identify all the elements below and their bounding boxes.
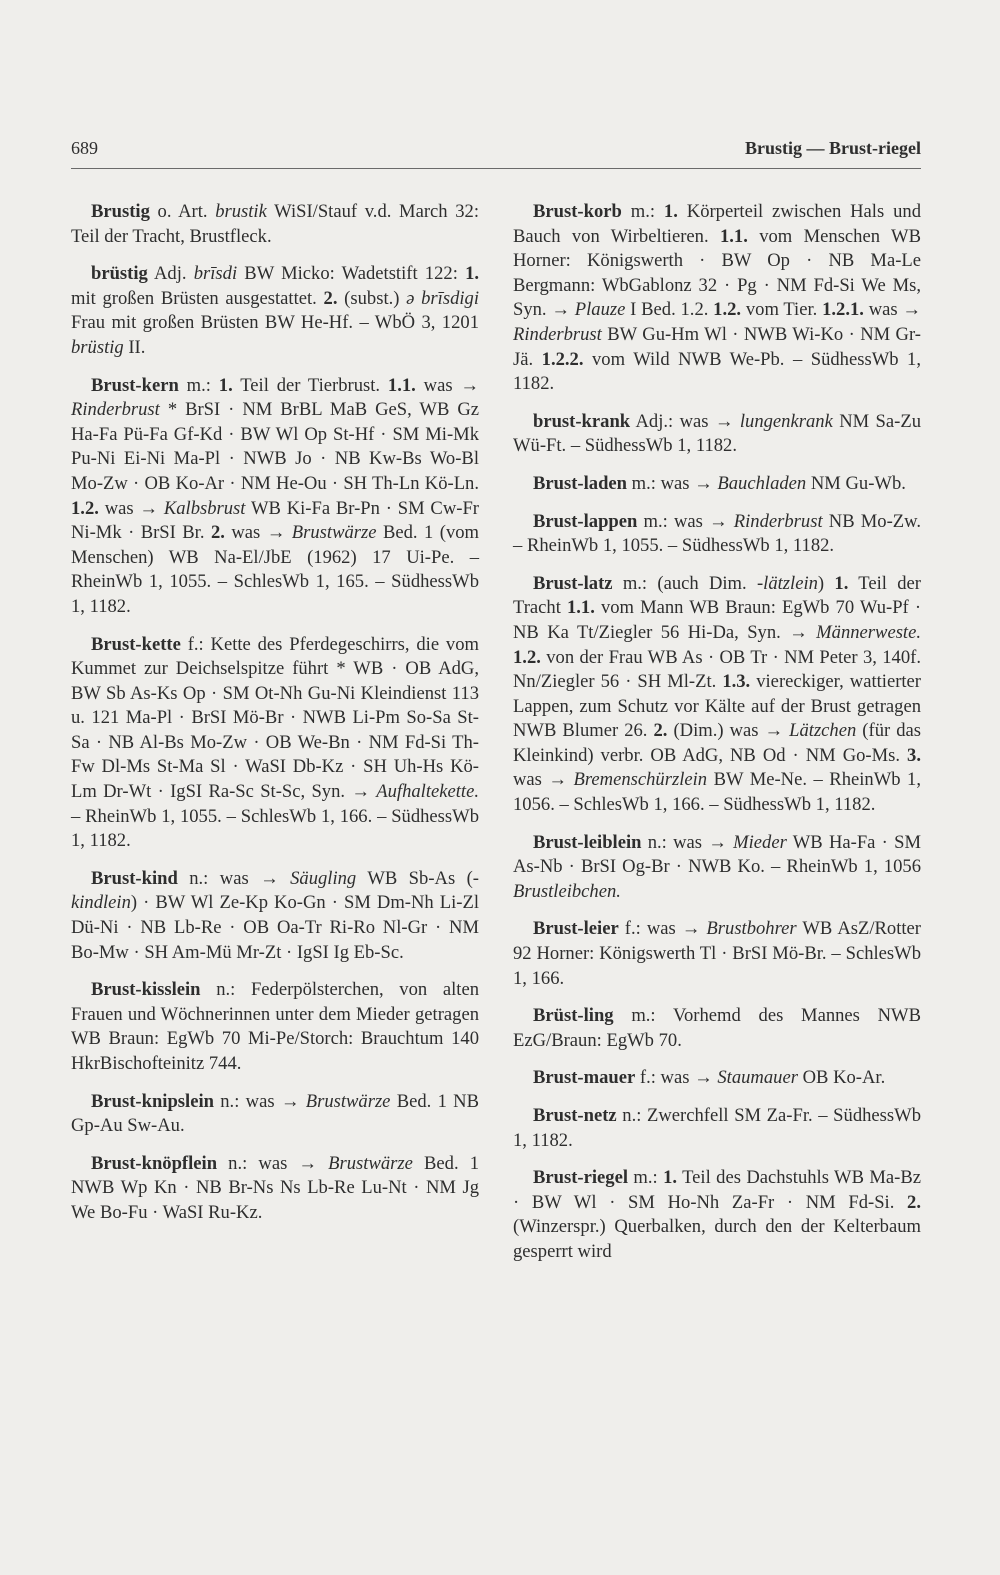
sense-number: 1.1.	[719, 225, 748, 247]
page-number: 689	[71, 138, 98, 158]
entry-text	[71, 978, 479, 1076]
sense-number: 1.2.	[71, 497, 99, 519]
dictionary-entry	[513, 472, 921, 497]
entry-text-run: m.: Vorhemd des Mannes NWB EzG/Braun: EgWb 70.	[513, 1005, 921, 1051]
italic-text: Mieder	[733, 831, 787, 853]
entry-text	[513, 572, 921, 818]
sense-number: 2.	[653, 720, 668, 742]
headword: Brust-korb	[533, 201, 622, 222]
sense-number: 1.2.	[513, 646, 541, 668]
entry-text-run: WB Ha-Fa · SM As-Nb · BrSI Og-Br · NWB Ko. – RheinWb 1, 1056	[513, 831, 921, 878]
entry-text-run: Adj.: was →	[630, 410, 740, 432]
italic-text: Plauze	[574, 299, 626, 321]
italic-text: -lätzlein	[756, 572, 818, 594]
entry-text-run: f.: was →	[618, 918, 707, 940]
entry-text	[513, 1166, 921, 1264]
entry-text-run: WB Sb-As (	[356, 867, 473, 889]
entry-text-run: Bed. 1 (vom Menschen) WB Na-El/JbE (1962) 17 Ui-Pe. – RheinWb 1, 1055. – SchlesWb 1, 165. – SüdhessWb 1, 1182.	[71, 522, 479, 617]
headword: Brust-lappen	[533, 510, 638, 532]
headword: Brust-kind	[91, 867, 178, 889]
entry-text-run: WB AsZ/Rotter 92 Horner: Königswerth Tl · BrSI Mö-Br. – SchlesWb 1, 166.	[513, 918, 921, 989]
headword: Brust-laden	[533, 472, 628, 494]
entry-text	[71, 1152, 479, 1226]
entry-text-run: n.: Zwerchfell SM Za-Fr. – SüdhessWb 1, 1182.	[513, 1105, 921, 1151]
sense-number: 1.	[663, 1167, 678, 1189]
entry-text-run: OB Ko-Ar.	[797, 1067, 886, 1089]
headword: Brust-kette	[91, 633, 181, 655]
italic-text: Aufhaltekette.	[376, 781, 479, 803]
headword: Brust-netz	[533, 1105, 617, 1126]
entry-text-run: (für das Kleinkind) verbr. OB AdG, NB Od · NM Go-Ms.	[513, 720, 921, 766]
entry-text-run: Teil der Tracht	[513, 572, 921, 619]
italic-text: Brustbohrer	[706, 918, 797, 940]
entry-text-run: BW Gu-Hm Wl · NWB Wi-Ko · NM Gr-Jä.	[513, 323, 921, 370]
entry-text	[513, 831, 921, 905]
left-column	[71, 200, 479, 1239]
italic-text: Säugling	[290, 867, 357, 889]
sense-number: 1.	[834, 572, 849, 594]
entry-text-run: n.: was →	[177, 867, 291, 889]
entry-text-run: was →	[863, 299, 921, 321]
entry-text	[71, 633, 479, 854]
entry-text	[71, 262, 479, 360]
sense-number: 1.	[663, 201, 678, 222]
right-column	[513, 200, 921, 1278]
sense-number: 1.2.1.	[822, 299, 864, 321]
sense-number: 1.	[465, 263, 480, 285]
entry-text-run: vom Mann WB Braun: EgWb 70 Wu-Pf · NB Ka Tt/Ziegler 56 Hi-Da, Syn. →	[513, 597, 922, 643]
dictionary-entry	[513, 410, 921, 459]
headword: Brüst-ling	[533, 1005, 614, 1027]
dictionary-entry	[513, 1104, 921, 1153]
entry-text	[513, 510, 921, 559]
dictionary-entry	[513, 572, 921, 818]
entry-text-run: Bed. 1 NWB Wp Kn · NB Br-Ns Ns Lb-Re Lu-Nt · NM Jg We Bo-Fu · WaSI Ru-Kz.	[71, 1152, 480, 1223]
entry-text-run: I Bed. 1.2.	[625, 299, 714, 321]
italic-text: Brustleibchen.	[513, 880, 621, 902]
italic-text: brīsdi	[193, 263, 238, 285]
entry-text	[513, 472, 921, 497]
dictionary-entry	[71, 978, 479, 1076]
dictionary-entry	[71, 867, 479, 965]
sense-number: 1.2.2.	[541, 348, 584, 370]
italic-text: Brustwärze	[328, 1152, 413, 1174]
dictionary-entry	[513, 200, 921, 397]
headword: Brust-leier	[533, 918, 619, 940]
entry-text-run: Körperteil zwischen Hals und Bauch von Wirbeltieren.	[513, 201, 921, 247]
entry-text-run: was →	[98, 497, 164, 519]
entry-text-run: Frau mit großen Brüsten BW He-Hf. – WbÖ 3, 1201	[71, 312, 479, 334]
entry-text-run: m.: was →	[637, 510, 734, 532]
headword: brust-krank	[533, 410, 631, 432]
italic-text: Kalbsbrust	[163, 497, 246, 519]
entry-text-run: WB Ki-Fa Br-Pn · SM Cw-Fr Ni-Mk · BrSI Br.	[71, 497, 479, 544]
headword: Brust-leiblein	[533, 831, 642, 853]
entry-text-run: BW Micko: Wadetstift 122:	[237, 263, 466, 285]
italic-text: Bremenschürzlein	[573, 769, 708, 791]
entry-text-run: BW Me-Ne. – RheinWb 1, 1056. – SchlesWb 1, 166. – SüdhessWb 1, 1182.	[513, 769, 922, 816]
dictionary-entry	[513, 831, 921, 905]
entry-text	[71, 200, 479, 249]
entry-text-run: NM Gu-Wb.	[806, 472, 906, 494]
entry-text-run: n.: was →	[641, 831, 734, 853]
entry-text-run: NB Mo-Zw. – RheinWb 1, 1055. – SüdhessWb 1, 1182.	[513, 510, 921, 557]
entry-text-run: * BrSI · NM BrBL MaB GeS, WB Gz Ha-Fa Pü-Fa Gf-Kd · BW Wl Op St-Hf · SM Mi-Mk Pu-Ni Ei-Ni Ma-Pl · NWB Jo · NB Kw-Bs Wo-Bl Mo-Zw · OB Ko-Ar · NM He-Ou · SH Th-Ln Kö-Ln.	[71, 399, 479, 494]
headword: Brust-latz	[533, 572, 613, 594]
running-head	[71, 138, 921, 169]
entry-text-run: f.: Kette des Pferdegeschirrs, die vom Kummet zur Deichselspitze führt * WB · OB AdG, BW Sb As-Ks Op · SM Ot-Nh Gu-Ni Kleindienst 113 u. 121 Ma-Pl · BrSI Mö-Br · NWB Li-Pm So-Sa St-Sa · NB Al-Bs Mo-Zw · OB We-Bn · NM Fd-Si Th-Fw Dl-Ms St-Ma Sl · WaSI Db-Kz · SH Uh-Hs Kö-Lm Dr-Wt · IgSI Ra-Sc St-Sc, Syn. →	[71, 633, 479, 803]
entry-text-run: m.:	[178, 374, 219, 396]
running-title: Brustig — Brust-riegel	[745, 138, 921, 158]
dictionary-entry	[71, 633, 479, 854]
entry-text-run: NM Sa-Zu Wü-Ft. – SüdhessWb 1, 1182.	[513, 410, 921, 457]
dictionary-entry	[71, 374, 479, 620]
headword: Brust-mauer	[533, 1067, 636, 1089]
dictionary-entry	[513, 1166, 921, 1264]
entry-text-run: f.: was →	[635, 1067, 718, 1089]
entry-text-run: – RheinWb 1, 1055. – SchlesWb 1, 166. – SüdhessWb 1, 1182.	[71, 805, 479, 852]
italic-text: Rinderbrust	[513, 323, 602, 345]
italic-text: lungenkrank	[739, 410, 833, 432]
dictionary-entry	[513, 917, 921, 991]
dictionary-entry	[71, 1152, 479, 1226]
entry-text-run: m.:	[621, 201, 664, 222]
entry-text-run: )	[817, 572, 835, 594]
headword: Brust-kisslein	[91, 979, 201, 1001]
entry-text	[513, 917, 921, 991]
entry-text	[513, 1066, 921, 1091]
dictionary-entry	[513, 1066, 921, 1091]
italic-text: Rinderbrust	[71, 399, 160, 421]
italic-text: ə brīsdigi	[406, 287, 479, 309]
sense-number: 2.	[907, 1191, 921, 1213]
entry-text-run: von der Frau WB As · OB Tr · NM Peter 3, 140f. Nn/Ziegler 56 · SH Ml-Zt.	[513, 646, 921, 693]
headword: Brustig	[91, 201, 150, 222]
italic-text: brüstig	[71, 336, 124, 358]
dictionary-entry	[71, 1090, 479, 1139]
entry-text	[71, 1090, 479, 1139]
entry-text-run: Bed. 1 NB Gp-Au Sw-Au.	[71, 1090, 480, 1137]
entry-text-run: vom Wild NWB We-Pb. – SüdhessWb 1, 1182.	[513, 348, 921, 395]
entry-text	[71, 374, 479, 620]
headword: Brust-kern	[91, 374, 179, 396]
entry-text-run: Teil des Dachstuhls WB Ma-Bz · BW Wl · SM Ho-Nh Za-Fr · NM Fd-Si.	[513, 1167, 921, 1213]
sense-number: 2.	[323, 287, 338, 309]
sense-number: 3.	[907, 744, 921, 766]
entry-text-run: Adj.	[147, 263, 194, 285]
entry-text-run: was →	[224, 522, 292, 544]
entry-text-run: (Winzerspr.) Querbalken, durch den der Kelterbaum gesperrt wird	[513, 1216, 921, 1262]
entry-text-run: ) · BW Wl Ze-Kp Ko-Gn · SM Dm-Nh Li-Zl Dü-Ni · NB Lb-Re · OB Oa-Tr Ri-Ro Nl-Gr · NM Bo-Mw · SH Am-Mü Mr-Zt · IgSI Ig Eb-Sc.	[71, 892, 479, 963]
entry-text	[513, 410, 921, 459]
entry-text-run: Teil der Tierbrust.	[232, 374, 388, 396]
entry-text-run: n.: Federpölsterchen, von alten Frauen und Wöchnerinnen unter dem Mieder getragen WB Braun: EgWb 70 Mi-Pe/Storch: Brauchtum 140 HkrBischofteinitz 744.	[71, 979, 479, 1074]
entry-text	[513, 200, 921, 397]
entry-text-run: was →	[513, 769, 574, 791]
entry-text-run: m.: was →	[627, 472, 718, 494]
entry-text-run: II.	[123, 336, 146, 358]
italic-text: Staumauer	[717, 1067, 798, 1089]
dictionary-entry	[513, 1004, 921, 1053]
entry-text-run: was →	[415, 374, 479, 396]
entry-text-run: (Dim.) was →	[667, 720, 790, 742]
sense-number: 1.1.	[387, 374, 416, 396]
entry-text-run: n.: was →	[213, 1090, 306, 1112]
italic-text: -kindlein	[71, 867, 479, 914]
entry-text	[71, 867, 479, 965]
entry-text-run: viereckiger, wattierter Lappen, zum Schutz vor Kälte auf der Brust getragen NWB Blumer 26.	[513, 671, 922, 742]
entry-text	[513, 1104, 921, 1153]
dictionary-entry	[513, 510, 921, 559]
entry-text	[513, 1004, 921, 1053]
sense-number: 2.	[210, 522, 225, 544]
entry-text-run: m.: (auch Dim.	[612, 572, 757, 594]
sense-number: 1.3.	[722, 671, 751, 693]
italic-text: Männerweste.	[816, 621, 921, 643]
entry-text-run: n.: was →	[217, 1152, 329, 1174]
entry-text-run: vom Menschen WB Horner: Königswerth · BW Op · NB Ma-Le Bergmann: WbGablonz 32 · Pg · NM Fd-Si We Ms, Syn. →	[513, 225, 921, 321]
headword: brüstig	[91, 263, 148, 285]
entry-text-run: WiSI/Stauf v.d. March 32: Teil der Tracht, Brustfleck.	[71, 201, 479, 247]
italic-text: Rinderbrust	[733, 510, 823, 532]
entry-text-run: vom Tier.	[741, 299, 823, 321]
sense-number: 1.1.	[566, 597, 595, 619]
sense-number: 1.	[218, 374, 233, 396]
entry-text-run: (subst.)	[337, 287, 407, 309]
entry-text-run: m.:	[628, 1167, 664, 1189]
headword: Brust-knipslein	[91, 1090, 214, 1112]
headword: Brust-riegel	[533, 1167, 629, 1189]
italic-text: Bauchladen	[717, 472, 807, 494]
dictionary-entry	[71, 200, 479, 249]
entry-text-run: o. Art.	[149, 201, 216, 222]
entry-text-run: mit großen Brüsten ausgestattet.	[71, 287, 324, 309]
italic-text: Lätzchen	[789, 720, 857, 742]
sense-number: 1.2.	[713, 299, 742, 321]
dictionary-entry	[71, 262, 479, 360]
italic-text: brustik	[215, 201, 267, 222]
italic-text: Brustwärze	[305, 1090, 391, 1112]
italic-text: Brustwärze	[291, 522, 377, 544]
headword: Brust-knöpflein	[91, 1152, 218, 1174]
